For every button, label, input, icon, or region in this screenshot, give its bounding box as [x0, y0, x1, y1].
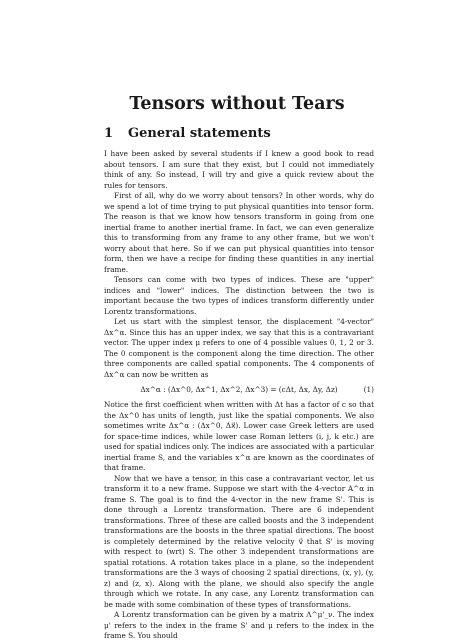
paragraph-4: Let us start with the simplest tensor, the displacement "4-vector" Δx^α. Since this has an upper index, we say that this is a contravariant vector. The upper index μ refers to one of 4 possible values 0, 1, 2 or 3. The 0 component is the component along the time direction. The other three components are called spatial components. The 4 components of Δx^α can now be written as — [104, 317, 374, 379]
paragraph-7: A Lorentz transformation can be given by a matrix Λ^μ'_ν. The index μ' refers to the index in the frame S' and μ refers to the index in the frame S. You should — [104, 610, 374, 640]
body-text — [104, 149, 374, 642]
equation-text: Δx^α : (Δx^0, Δx^1, Δx^2, Δx^3) = (cΔt, Δx, Δy, Δz) — [140, 385, 338, 394]
section-heading — [104, 126, 404, 142]
equation-number: (1) — [363, 385, 374, 394]
paragraph-6: Now that we have a tensor, in this case a contravariant vector, let us transform it to a new frame. Suppose we start with the 4-vector A^α in frame S. The goal is to find the 4-vector in the new frame S'. This is done through a Lorentz transformation. There are 6 independent transformations. Three of these are called boosts and the 3 independent transformations are the boosts in the three spatial directions. The boost is completely determined by the relative velocity v⃗ that S' is moving with respect to (wrt) S. The other 3 independent transformations are spatial rotations. A rotation takes place in a plane, so the independent transformations are the 3 ways of choosing 2 spatial directions, (x, y), (y, z) and (z, x). Along with the plane, we should also specify the angle through which we rotate. In any case, any Lorentz transformation can be made with some combination of these types of transformations. — [104, 473, 374, 609]
paragraph-5: Notice the first coefficient when written with Δt has a factor of c so that the Δx^0 has units of length, just like the spatial components. We also sometimes write Δx^α : (Δx^0, Δx⃗). Lower case Greek letters are used for space-time indices, while lower case Roman letters (i, j, k etc.) are used for spatial indices only. The indices are associated with a particular inertial frame S, and the variables x^α are known as the coordinates of that frame. — [104, 400, 374, 472]
section-number: 1 — [104, 126, 114, 141]
paragraph-1: I have been asked by several students if I knew a good book to read about tensors. I am sure that they exist, but I could not immediately think of any. So instead, I will try and give a quick review about the rules for tensors. — [104, 149, 374, 190]
equation-1 — [104, 383, 374, 397]
paragraph-2: First of all, why do we worry about tensors? In other words, why do we spend a lot of time trying to put physical quantities into tensor form. The reason is that we know how tensors transform in going from one inertial frame to another inertial frame. In fact, we can even generalize this to transforming from any frame to any other frame, but we won't worry about that here. So if we can put physical quantities into tensor form, then we have a recipe for finding these quantities in any inertial frame. — [104, 191, 374, 274]
document-title: Tensors without Tears — [129, 94, 345, 114]
section-title: General statements — [128, 126, 271, 141]
paragraph-3: Tensors can come with two types of indices. These are "upper" indices and "lower" indices. The distinction between the two is important because the two types of indices transform differently under Lorentz transformations. — [104, 275, 374, 316]
